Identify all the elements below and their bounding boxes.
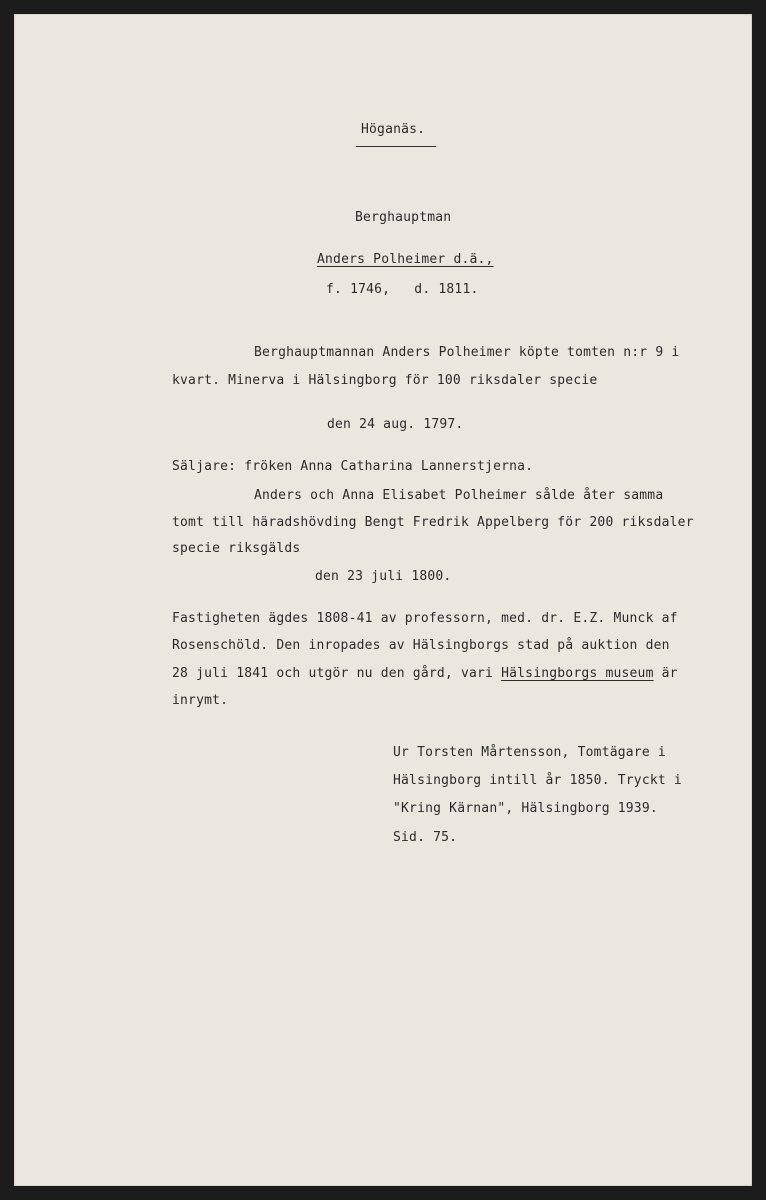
source-line-4: Sid. 75. xyxy=(393,830,458,845)
purchase-date: den 24 aug. 1797. xyxy=(327,417,464,432)
paragraph-1-line-1: Berghauptmannan Anders Polheimer köpte tomten n:r 9 i xyxy=(254,345,680,360)
seller-line: Säljare: fröken Anna Catharina Lannerstjerna. xyxy=(172,459,534,474)
paragraph-2-line-1: Anders och Anna Elisabet Polheimer sålde åter samma xyxy=(254,488,664,503)
source-line-3: "Kring Kärnan", Hälsingborg 1939. xyxy=(393,801,658,816)
paragraph-1-line-2: kvart. Minerva i Hälsingborg för 100 riksdaler specie xyxy=(172,373,598,388)
paragraph-2-line-3: specie riksgälds xyxy=(172,541,301,556)
paragraph-3-text-a: 28 juli 1841 och utgör nu den gård, vari xyxy=(172,666,502,681)
sale-date: den 23 juli 1800. xyxy=(315,569,452,584)
paragraph-3-text-b: är xyxy=(653,666,678,681)
paragraph-2-line-2: tomt till häradshövding Bengt Fredrik Appelberg för 200 riksdaler xyxy=(172,515,694,530)
heading: Höganäs. xyxy=(361,122,426,137)
heading-underline xyxy=(356,146,436,147)
source-line-2: Hälsingborg intill år 1850. Tryckt i xyxy=(393,773,682,788)
paragraph-3-line-2: Rosenschöld. Den inropades av Hälsingborgs stad på auktion den xyxy=(172,638,670,653)
person-name: Anders Polheimer d.ä., xyxy=(317,252,494,267)
paragraph-3-line-1: Fastigheten ägdes 1808-41 av professorn, med. dr. E.Z. Munck af xyxy=(172,611,678,626)
title: Berghauptman xyxy=(355,210,452,225)
paragraph-3-line-4: inrymt. xyxy=(172,693,229,708)
paragraph-3-line-3 xyxy=(172,667,678,680)
source-line-1: Ur Torsten Mårtensson, Tomtägare i xyxy=(393,745,666,760)
life-dates: f. 1746, d. 1811. xyxy=(326,282,479,297)
museum-reference: Hälsingborgs museum xyxy=(501,666,654,681)
document-page xyxy=(14,14,752,1186)
